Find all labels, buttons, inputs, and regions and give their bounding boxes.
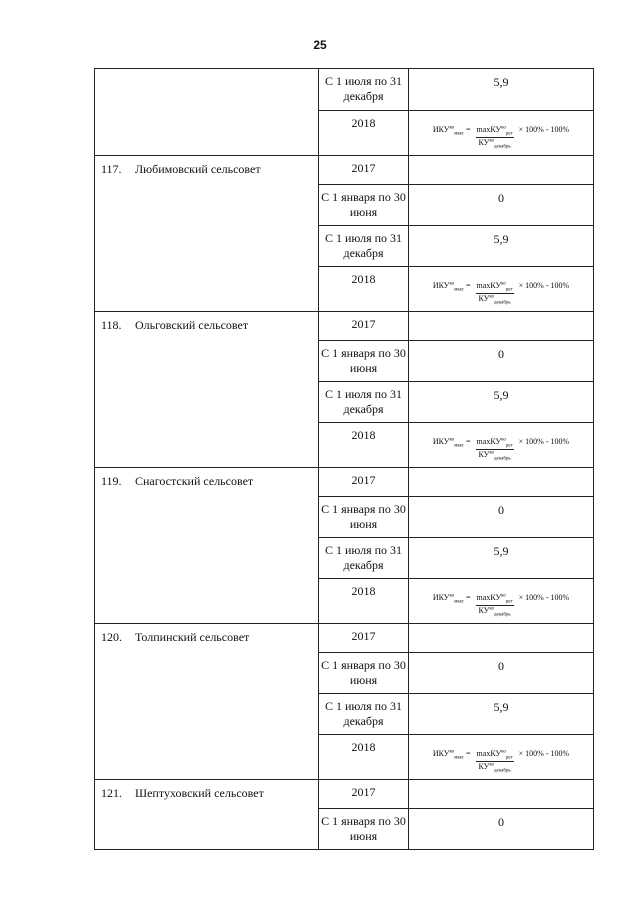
formula-denominator — [477, 294, 511, 306]
formula-fraction — [476, 281, 514, 305]
formula-denominator-text: КУ — [478, 137, 490, 147]
municipality-name-cell — [95, 780, 319, 849]
value-cell: 0 — [498, 191, 504, 205]
value-cell — [409, 624, 593, 652]
formula-fraction — [476, 125, 514, 149]
table-row — [319, 578, 593, 623]
municipality-group — [94, 780, 594, 850]
formula-tail: × 100% - 100% — [516, 124, 570, 134]
formula-denominator-text: КУ — [478, 761, 490, 771]
municipality-name-cell — [95, 624, 319, 779]
table-row — [319, 312, 593, 340]
table-row — [319, 184, 593, 225]
formula-denominator-sub: декабрь — [494, 768, 511, 774]
period-cell: 2017 — [319, 780, 409, 808]
municipality-name-cell — [95, 156, 319, 311]
period-cell: 2018 — [319, 267, 409, 311]
formula-numerator-sup: ко — [501, 749, 506, 755]
formula-lhs-sub: макс — [454, 599, 465, 605]
municipality-name-cell — [95, 312, 319, 467]
period-cell: 2018 — [319, 423, 409, 467]
page-number: 25 — [313, 38, 327, 52]
value-cell: 0 — [498, 659, 504, 673]
formula-denominator-sup: ко — [489, 293, 495, 299]
formula-equals: = — [464, 592, 473, 602]
period-cell: 2017 — [319, 312, 409, 340]
formula-lhs: ИКУ — [432, 592, 450, 602]
table-row — [319, 110, 593, 155]
formula-numerator — [476, 125, 514, 138]
formula-denominator — [477, 138, 511, 150]
value-cell — [409, 780, 593, 808]
formula-expression — [433, 437, 569, 461]
period-rows — [319, 624, 593, 779]
table-row — [319, 381, 593, 422]
formula-denominator-text: КУ — [478, 605, 490, 615]
formula-cell — [409, 579, 593, 623]
formula-numerator-sup: ко — [501, 281, 506, 287]
period-cell: С 1 января по 30 июня — [319, 809, 409, 849]
period-rows — [319, 156, 593, 311]
table-row — [319, 468, 593, 496]
period-cell: С 1 июля по 31 декабря — [319, 226, 409, 266]
period-cell: 2017 — [319, 624, 409, 652]
period-rows — [319, 468, 593, 623]
municipality-group — [94, 312, 594, 468]
table-row — [319, 808, 593, 849]
formula-fraction — [476, 437, 514, 461]
formula-numerator-sub: рег — [505, 131, 513, 137]
period-cell: С 1 июля по 31 декабря — [319, 694, 409, 734]
formula-expression — [433, 125, 569, 149]
formula-denominator-sup: ко — [489, 449, 495, 455]
municipality-name: Ольговский сельсовет — [135, 318, 249, 332]
formula-numerator-text: maxКУ — [476, 592, 502, 602]
formula-numerator-sup: ко — [501, 593, 506, 599]
formula-tail: × 100% - 100% — [516, 748, 570, 758]
formula-denominator — [477, 762, 511, 774]
formula-numerator — [476, 749, 514, 762]
value-cell — [409, 156, 593, 184]
value-cell: 0 — [498, 347, 504, 361]
formula-numerator-text: maxКУ — [476, 436, 502, 446]
formula-expression — [433, 749, 569, 773]
formula-equals: = — [464, 748, 473, 758]
municipality-name: Толпинский сельсовет — [135, 630, 250, 644]
table-row — [319, 624, 593, 652]
period-cell: 2018 — [319, 111, 409, 155]
formula-numerator-sub: рег — [505, 443, 513, 449]
formula-denominator-sub: декабрь — [494, 144, 511, 150]
formula-denominator-text: КУ — [478, 293, 490, 303]
formula-lhs: ИКУ — [432, 280, 450, 290]
formula-denominator-sub: декабрь — [494, 612, 511, 618]
formula-tail: × 100% - 100% — [516, 592, 570, 602]
formula-denominator-text: КУ — [478, 449, 490, 459]
table-row — [319, 652, 593, 693]
formula-cell — [409, 735, 593, 779]
formula-numerator-sup: ко — [501, 125, 506, 131]
value-cell: 5,9 — [493, 544, 509, 558]
municipality-number: 120. — [101, 630, 122, 644]
formula-equals: = — [464, 280, 473, 290]
formula-numerator-sub: рег — [505, 755, 513, 761]
formula-denominator — [477, 606, 511, 618]
formula-denominator-sub: декабрь — [494, 300, 511, 306]
formula-expression — [433, 593, 569, 617]
value-cell: 5,9 — [493, 700, 509, 714]
formula-numerator-sup: ко — [501, 437, 506, 443]
formula-equals: = — [464, 124, 473, 134]
municipality-group — [94, 156, 594, 312]
municipality-number: 118. — [101, 318, 122, 332]
formula-cell — [409, 111, 593, 155]
formula-numerator-text: maxКУ — [476, 280, 502, 290]
formula-lhs-sup: ко — [449, 593, 455, 599]
formula-cell — [409, 267, 593, 311]
formula-tail: × 100% - 100% — [516, 436, 570, 446]
tariff-table — [94, 68, 594, 850]
table-row — [319, 734, 593, 779]
formula-lhs-sub: макс — [454, 287, 465, 293]
formula-denominator-sup: ко — [489, 137, 495, 143]
formula-cell — [409, 423, 593, 467]
formula-lhs-sub: макс — [454, 131, 465, 137]
period-rows — [319, 312, 593, 467]
municipality-name: Снагостский сельсовет — [135, 474, 254, 488]
formula-denominator-sup: ко — [489, 761, 495, 767]
formula-numerator — [476, 281, 514, 294]
value-cell: 5,9 — [493, 388, 509, 402]
period-cell: С 1 июля по 31 декабря — [319, 69, 409, 110]
value-cell — [409, 312, 593, 340]
period-cell: С 1 января по 30 июня — [319, 341, 409, 381]
formula-lhs-sup: ко — [449, 125, 455, 131]
period-rows — [319, 69, 593, 155]
municipality-group — [94, 624, 594, 780]
municipality-group — [94, 468, 594, 624]
formula-numerator-sub: рег — [505, 287, 513, 293]
table-row — [319, 225, 593, 266]
period-rows — [319, 780, 593, 849]
period-cell: С 1 января по 30 июня — [319, 653, 409, 693]
table-row — [319, 266, 593, 311]
table-row — [319, 156, 593, 184]
formula-numerator-sub: рег — [505, 599, 513, 605]
table-row — [319, 693, 593, 734]
period-cell: С 1 июля по 31 декабря — [319, 538, 409, 578]
formula-equals: = — [464, 436, 473, 446]
municipality-group — [94, 68, 594, 156]
period-cell: С 1 июля по 31 декабря — [319, 382, 409, 422]
period-cell: С 1 января по 30 июня — [319, 497, 409, 537]
value-cell: 5,9 — [493, 75, 509, 89]
municipality-number: 119. — [101, 474, 122, 488]
period-cell: 2017 — [319, 156, 409, 184]
table-row — [319, 422, 593, 467]
formula-lhs-sub: макс — [454, 443, 465, 449]
value-cell: 5,9 — [493, 232, 509, 246]
formula-numerator-text: maxКУ — [476, 748, 502, 758]
table-row — [319, 780, 593, 808]
formula-lhs: ИКУ — [432, 748, 450, 758]
table-row — [319, 340, 593, 381]
municipality-name: Шептуховский сельсовет — [135, 786, 264, 800]
table-row — [319, 537, 593, 578]
table-row — [319, 496, 593, 537]
formula-tail: × 100% - 100% — [516, 280, 570, 290]
period-cell: 2017 — [319, 468, 409, 496]
municipality-number: 117. — [101, 162, 122, 176]
municipality-number: 121. — [101, 786, 122, 800]
formula-fraction — [476, 593, 514, 617]
formula-numerator-text: maxКУ — [476, 124, 502, 134]
formula-lhs: ИКУ — [432, 124, 450, 134]
formula-expression — [433, 281, 569, 305]
formula-lhs-sub: макс — [454, 755, 465, 761]
period-cell: 2018 — [319, 579, 409, 623]
municipality-name-cell — [95, 468, 319, 623]
value-cell — [409, 468, 593, 496]
formula-numerator — [476, 593, 514, 606]
formula-lhs: ИКУ — [432, 436, 450, 446]
municipality-name: Любимовский сельсовет — [135, 162, 261, 176]
formula-lhs-sup: ко — [449, 437, 455, 443]
formula-fraction — [476, 749, 514, 773]
table-row — [319, 69, 593, 110]
value-cell: 0 — [498, 815, 504, 829]
formula-numerator — [476, 437, 514, 450]
formula-denominator — [477, 450, 511, 462]
formula-lhs-sup: ко — [449, 281, 455, 287]
formula-denominator-sub: декабрь — [494, 456, 511, 462]
formula-denominator-sup: ко — [489, 605, 495, 611]
period-cell: С 1 января по 30 июня — [319, 185, 409, 225]
value-cell: 0 — [498, 503, 504, 517]
formula-lhs-sup: ко — [449, 749, 455, 755]
period-cell: 2018 — [319, 735, 409, 779]
municipality-name-cell — [95, 69, 319, 155]
